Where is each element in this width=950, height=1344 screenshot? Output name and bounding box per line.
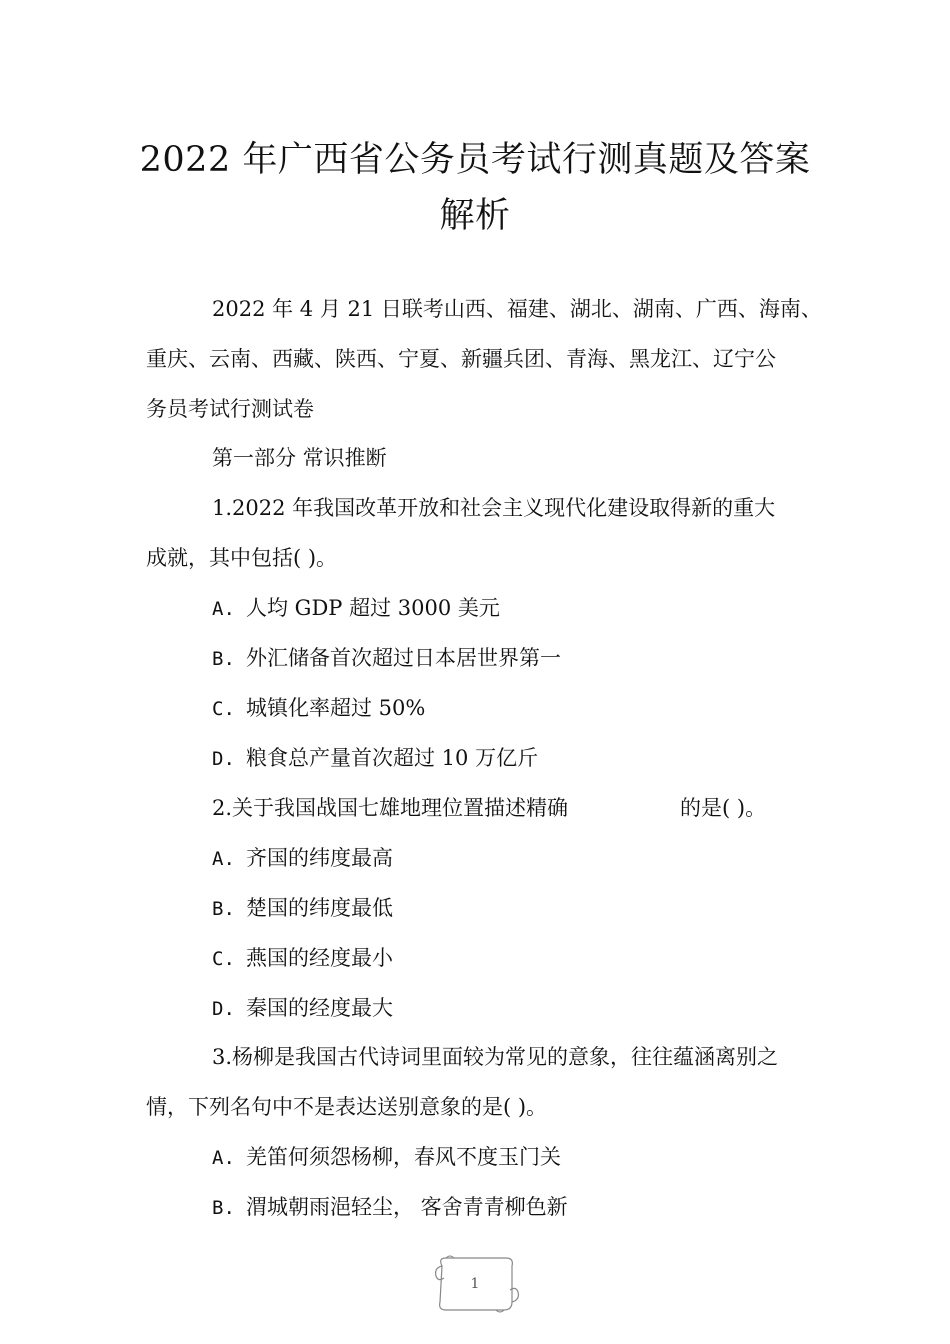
option-text: 秦国的经度最大 (246, 996, 393, 1020)
option-text: 齐国的纬度最高 (246, 846, 393, 870)
question-2-part-2: 的是( )。 (680, 796, 767, 820)
q2-option-c (212, 943, 393, 974)
title-line-2: 解析 (439, 196, 511, 236)
title-line-1: 2022 年广西省公务员考试行测真题及答案 (139, 140, 811, 180)
option-text: 城镇化率超过 50% (246, 696, 426, 720)
question-2-line (212, 793, 766, 823)
option-letter: C. (212, 948, 235, 970)
option-text: 燕国的经度最小 (246, 946, 393, 970)
q3-option-b (212, 1192, 568, 1223)
page-number: 1 (470, 1276, 480, 1292)
option-text: 粮食总产量首次超过 10 万亿斤 (246, 746, 539, 770)
question-1-line-1: 1.2022 年我国改革开放和社会主义现代化建设取得新的重大 (212, 496, 776, 520)
intro-line-3: 务员考试行测试卷 (146, 397, 314, 421)
q3-option-a (212, 1142, 561, 1173)
q2-option-b (212, 893, 393, 924)
option-letter: A. (212, 1147, 235, 1169)
question-3-line-1: 3.杨柳是我国古代诗词里面较为常见的意象，往往蕴涵离别之 (212, 1045, 779, 1069)
option-text: 羌笛何须怨杨柳，春风不度玉门关 (246, 1145, 561, 1169)
option-letter: B. (212, 898, 235, 920)
document-title (100, 132, 850, 244)
intro-line-1: 2022 年 4 月 21 日联考山西、福建、湖北、湖南、广西、海南、 (212, 297, 822, 321)
option-letter: A. (212, 598, 235, 620)
option-letter: A. (212, 848, 235, 870)
q2-option-a (212, 843, 393, 874)
option-letter: B. (212, 648, 235, 670)
option-letter: B. (212, 1197, 235, 1219)
question-2-part-1: 2.关于我国战国七雄地理位置描述精确 (212, 796, 569, 820)
page-footer (428, 1252, 522, 1318)
option-letter: D. (212, 998, 235, 1020)
option-letter: C. (212, 698, 235, 720)
q1-option-a (212, 593, 500, 624)
question-3-line-2: 情，下列名句中不是表达送别意象的是( )。 (146, 1095, 548, 1119)
q1-option-b (212, 643, 561, 674)
option-text: 人均 GDP 超过 3000 美元 (246, 596, 500, 620)
option-text: 楚国的纬度最低 (246, 896, 393, 920)
q1-option-c (212, 693, 425, 724)
section-heading: 第一部分 常识推断 (212, 446, 387, 470)
q2-option-d (212, 993, 393, 1024)
option-text: 外汇储备首次超过日本居世界第一 (246, 646, 561, 670)
option-text: 渭城朝雨浥轻尘， 客舍青青柳色新 (246, 1195, 568, 1219)
intro-line-2: 重庆、云南、西藏、陕西、宁夏、新疆兵团、青海、黑龙江、辽宁公 (146, 347, 776, 371)
question-1-line-2: 成就，其中包括( )。 (146, 546, 338, 570)
q1-option-d (212, 743, 538, 774)
option-letter: D. (212, 748, 235, 770)
